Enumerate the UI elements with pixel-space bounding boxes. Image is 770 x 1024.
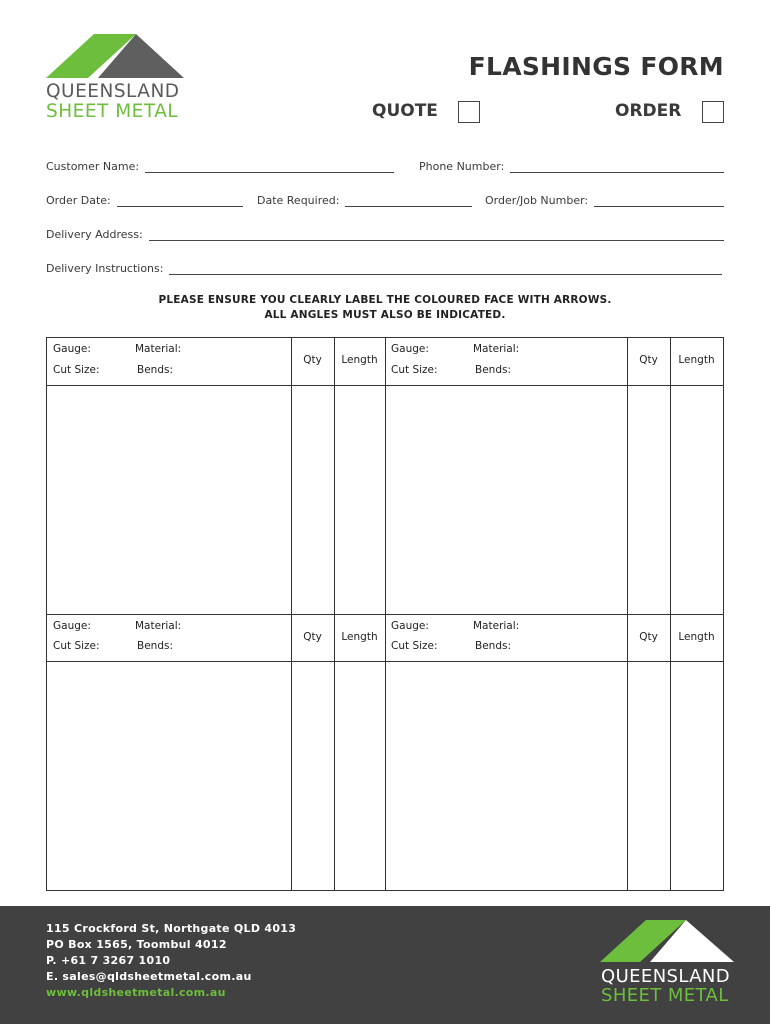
order-date-label: Order Date: bbox=[46, 194, 111, 207]
footer-po-box: PO Box 1565, Toombul 4012 bbox=[46, 938, 227, 951]
delivery-address-field[interactable] bbox=[46, 228, 724, 241]
date-required-label: Date Required: bbox=[257, 194, 340, 207]
order-date-field[interactable] bbox=[46, 194, 243, 207]
bends-label: Bends: bbox=[137, 640, 173, 652]
brand-name-line2: SHEET METAL bbox=[46, 101, 179, 122]
qty-cell[interactable] bbox=[291, 386, 334, 614]
qty-header: Qty bbox=[639, 354, 658, 366]
length-cell[interactable] bbox=[334, 386, 385, 614]
quote-label: QUOTE bbox=[372, 101, 438, 121]
customer-name-field[interactable] bbox=[46, 160, 394, 173]
length-header: Length bbox=[678, 631, 715, 643]
footer-email[interactable]: E. sales@qldsheetmetal.com.au bbox=[46, 970, 252, 983]
date-required-line[interactable] bbox=[345, 196, 472, 207]
qty-header: Qty bbox=[303, 354, 322, 366]
length-cell[interactable] bbox=[670, 662, 723, 890]
delivery-address-line[interactable] bbox=[149, 230, 724, 241]
order-job-number-field[interactable] bbox=[485, 194, 724, 207]
cut-size-label: Cut Size: bbox=[391, 364, 438, 376]
length-cell[interactable] bbox=[670, 386, 723, 614]
qty-header: Qty bbox=[303, 631, 322, 643]
customer-name-line[interactable] bbox=[145, 162, 394, 173]
material-label: Material: bbox=[473, 343, 520, 355]
order-job-number-label: Order/Job Number: bbox=[485, 194, 589, 207]
order-job-number-line[interactable] bbox=[594, 196, 724, 207]
phone-number-field[interactable] bbox=[419, 160, 724, 173]
material-label: Material: bbox=[135, 620, 182, 632]
gauge-label: Gauge: bbox=[391, 620, 429, 632]
length-header: Length bbox=[341, 631, 378, 643]
bends-label: Bends: bbox=[475, 640, 511, 652]
order-checkbox[interactable] bbox=[702, 101, 724, 123]
gauge-label: Gauge: bbox=[53, 620, 91, 632]
drawing-area[interactable] bbox=[47, 662, 291, 890]
flashings-grid bbox=[46, 337, 724, 891]
length-header: Length bbox=[678, 354, 715, 366]
date-required-field[interactable] bbox=[257, 194, 472, 207]
field-row-instructions bbox=[46, 262, 724, 280]
length-header: Length bbox=[341, 354, 378, 366]
customer-name-label: Customer Name: bbox=[46, 160, 140, 173]
drawing-area[interactable] bbox=[386, 386, 627, 614]
qty-cell[interactable] bbox=[291, 662, 334, 890]
footer-address: 115 Crockford St, Northgate QLD 4013 bbox=[46, 922, 297, 935]
drawing-area[interactable] bbox=[386, 662, 627, 890]
notice-line1: PLEASE ENSURE YOU CLEARLY LABEL THE COLOURED FACE WITH ARROWS. bbox=[158, 294, 612, 306]
footer-brand-line1: QUEENSLAND bbox=[601, 966, 731, 987]
cut-size-label: Cut Size: bbox=[53, 640, 100, 652]
brand-name-line1: QUEENSLAND bbox=[46, 81, 180, 102]
quote-checkbox[interactable] bbox=[458, 101, 480, 123]
material-label: Material: bbox=[473, 620, 520, 632]
bends-label: Bends: bbox=[475, 364, 511, 376]
field-row-dates bbox=[46, 194, 724, 212]
cut-size-label: Cut Size: bbox=[391, 640, 438, 652]
form-title: FLASHINGS FORM bbox=[468, 52, 724, 81]
footer-logo bbox=[600, 918, 736, 968]
grid-divider bbox=[47, 614, 723, 615]
qty-cell[interactable] bbox=[627, 386, 670, 614]
qty-cell[interactable] bbox=[627, 662, 670, 890]
drawing-area[interactable] bbox=[47, 386, 291, 614]
notice-line2: ALL ANGLES MUST ALSO BE INDICATED. bbox=[264, 309, 506, 321]
delivery-instructions-field[interactable] bbox=[46, 262, 722, 275]
qty-header: Qty bbox=[639, 631, 658, 643]
gauge-label: Gauge: bbox=[53, 343, 91, 355]
footer-brand-line2: SHEET METAL bbox=[601, 985, 729, 1006]
delivery-instructions-line[interactable] bbox=[169, 264, 722, 275]
length-cell[interactable] bbox=[334, 662, 385, 890]
delivery-address-label: Delivery Address: bbox=[46, 228, 143, 241]
gauge-label: Gauge: bbox=[391, 343, 429, 355]
material-label: Material: bbox=[135, 343, 182, 355]
company-logo bbox=[46, 30, 186, 82]
bends-label: Bends: bbox=[137, 364, 173, 376]
order-label: ORDER bbox=[615, 101, 682, 121]
field-row-customer bbox=[46, 160, 724, 178]
footer-phone: P. +61 7 3267 1010 bbox=[46, 954, 171, 967]
order-date-line[interactable] bbox=[117, 196, 243, 207]
field-row-address bbox=[46, 228, 724, 246]
delivery-instructions-label: Delivery Instructions: bbox=[46, 262, 164, 275]
phone-number-line[interactable] bbox=[510, 162, 724, 173]
phone-number-label: Phone Number: bbox=[419, 160, 505, 173]
footer-website[interactable]: www.qldsheetmetal.com.au bbox=[46, 986, 226, 999]
cut-size-label: Cut Size: bbox=[53, 364, 100, 376]
